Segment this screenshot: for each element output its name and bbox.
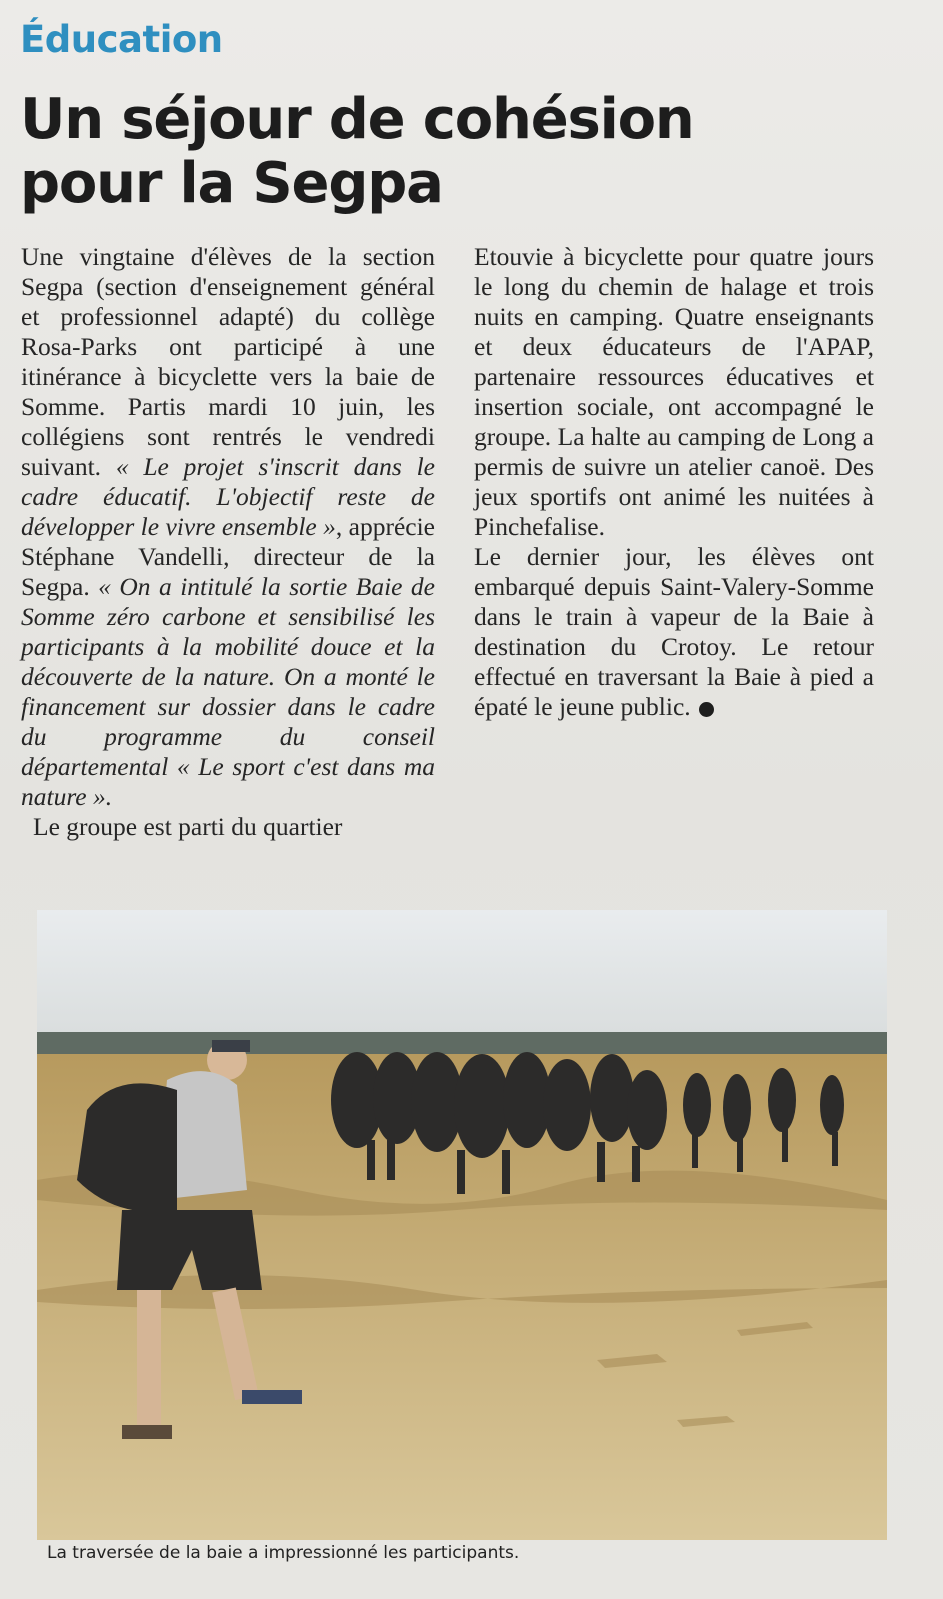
photo-caption: La traversée de la baie a impressionné les participants. [47,1543,520,1563]
section-rubric: Éducation [20,18,223,61]
headline-line-2: pour la Segpa [20,151,443,216]
body-text: Le dernier jour, les élèves ont embarqué depuis Saint-Valery-Somme dans le train à vapeur de la Baie à destination du Crotoy. Le retour effectué en traversant la Baie à pied a épaté le jeune public. [474,542,874,721]
column-1-paragraph-1 [21,242,435,812]
quote-text: « On a intitulé la sortie Baie de Somme zéro carbone et sensibilisé les participants à la mobilité douce et la découverte de la nature. On a monté le financement sur dossier dans le cadre du programme du conseil départemental « Le sport c'est dans ma nature ». [21,572,435,811]
body-text: , apprécie Stéphane Vandelli, directeur de la Segpa. [21,512,436,601]
end-of-article-bullet [699,702,714,717]
article-column-2 [474,242,874,722]
sky [37,910,887,1050]
column-2-paragraph-2 [474,542,874,722]
photo-illustration [37,910,887,1540]
article-headline [20,88,740,216]
column-2-paragraph-1: Etouvie à bicyclette pour quatre jours le long du chemin de halage et trois nuits en camping. Quatre enseignants et deux éducateurs de l'APAP, partenaire ressources éducatives et insertion sociale, ont accompagné le groupe. La halte au camping de Long a permis de suivre un atelier canoë. Des jeux sportifs ont animé les nuitées à Pinchefalise. [474,242,874,541]
body-text: Une vingtaine d'élèves de la section Segpa (section d'enseignement général et professionnel adapté) du collège Rosa-Parks ont participé à une itinérance à bicyclette vers la baie de Somme. Partis mardi 10 juin, les collégiens sont rentrés le vendredi suivant. [21,242,435,481]
column-1-paragraph-2: Le groupe est parti du quartier [33,812,343,841]
headline-line-1: Un séjour de cohésion [20,87,694,152]
article-column-1 [21,242,435,842]
quote-text: « Le projet s'inscrit dans le cadre éducatif. L'objectif reste de développer le vivre ensemble » [21,452,435,541]
horizon-treeline [37,1032,887,1056]
article-photo [37,910,887,1540]
